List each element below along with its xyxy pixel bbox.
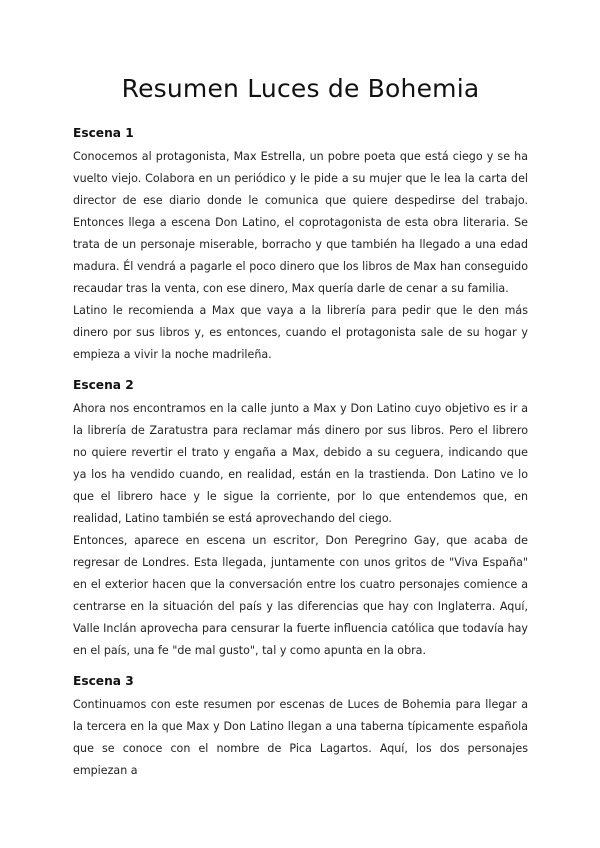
scene-1-paragraph-1: Conocemos al protagonista, Max Estrella, un pobre poeta que está ciego y se ha vuelto viejo. Colabora en un periódico y le pide a su mujer que le lea la carta del director de ese diario donde le comunica que quiere despedirse del trabajo. Entonces llega a escena Don Latino, el coprotagonista de esta obra literaria. Se trata de un personaje miserable, borracho y que también ha llegado a una edad madura. Él vendrá a pagarle el poco dinero que los libros de Max han conseguido recaudar tras la venta, con ese dinero, Max quería darle de cenar a su familia.: [73, 150, 528, 295]
document-title: Resumen Luces de Bohemia: [121, 74, 480, 103]
scene-3-section: [73, 672, 528, 782]
scene-2-heading: Escena 2: [73, 378, 134, 392]
scene-1-section: [73, 124, 528, 366]
scene-1-paragraph-2: Latino le recomienda a Max que vaya a la librería para pedir que le den más dinero por sus libros y, es entonces, cuando el protagonista sale de su hogar y empieza a vivir la noche madrileña.: [73, 304, 528, 361]
scene-3-paragraph-1: Continuamos con este resumen por escenas de Luces de Bohemia para llegar a la tercera en la que Max y Don Latino llegan a una taberna típicamente española que se conoce con el nombre de Pica Lagartos. Aquí, los dos personajes empiezan a: [73, 698, 528, 777]
scene-2-paragraph-1: Ahora nos encontramos en la calle junto a Max y Don Latino cuyo objetivo es ir a la librería de Zaratustra para reclamar más dinero por sus libros. Pero el librero no quiere revertir el trato y engaña a Max, debido a su ceguera, indicando que ya los ha vendido cuando, en realidad, están en la trastienda. Don Latino ve lo que el librero hace y le sigue la corriente, por lo que entendemos que, en realidad, Latino también se está aprovechando del ciego.: [73, 402, 528, 525]
scene-1-heading: Escena 1: [73, 126, 134, 140]
scene-2-section: [73, 376, 528, 662]
scene-3-heading: Escena 3: [73, 674, 134, 688]
scene-2-paragraph-2: Entonces, aparece en escena un escritor, Don Peregrino Gay, que acaba de regresar de Londres. Esta llegada, juntamente con unos gritos de "Viva España" en el exterior hacen que la conversación entre los cuatro personajes comience a centrarse en la situación del país y las diferencias que hay con Inglaterra. Aquí, Valle Inclán aprovecha para censurar la fuerte influencia católica que todavía hay en el país, una fe "de mal gusto", tal y como apunta en la obra.: [73, 534, 528, 657]
